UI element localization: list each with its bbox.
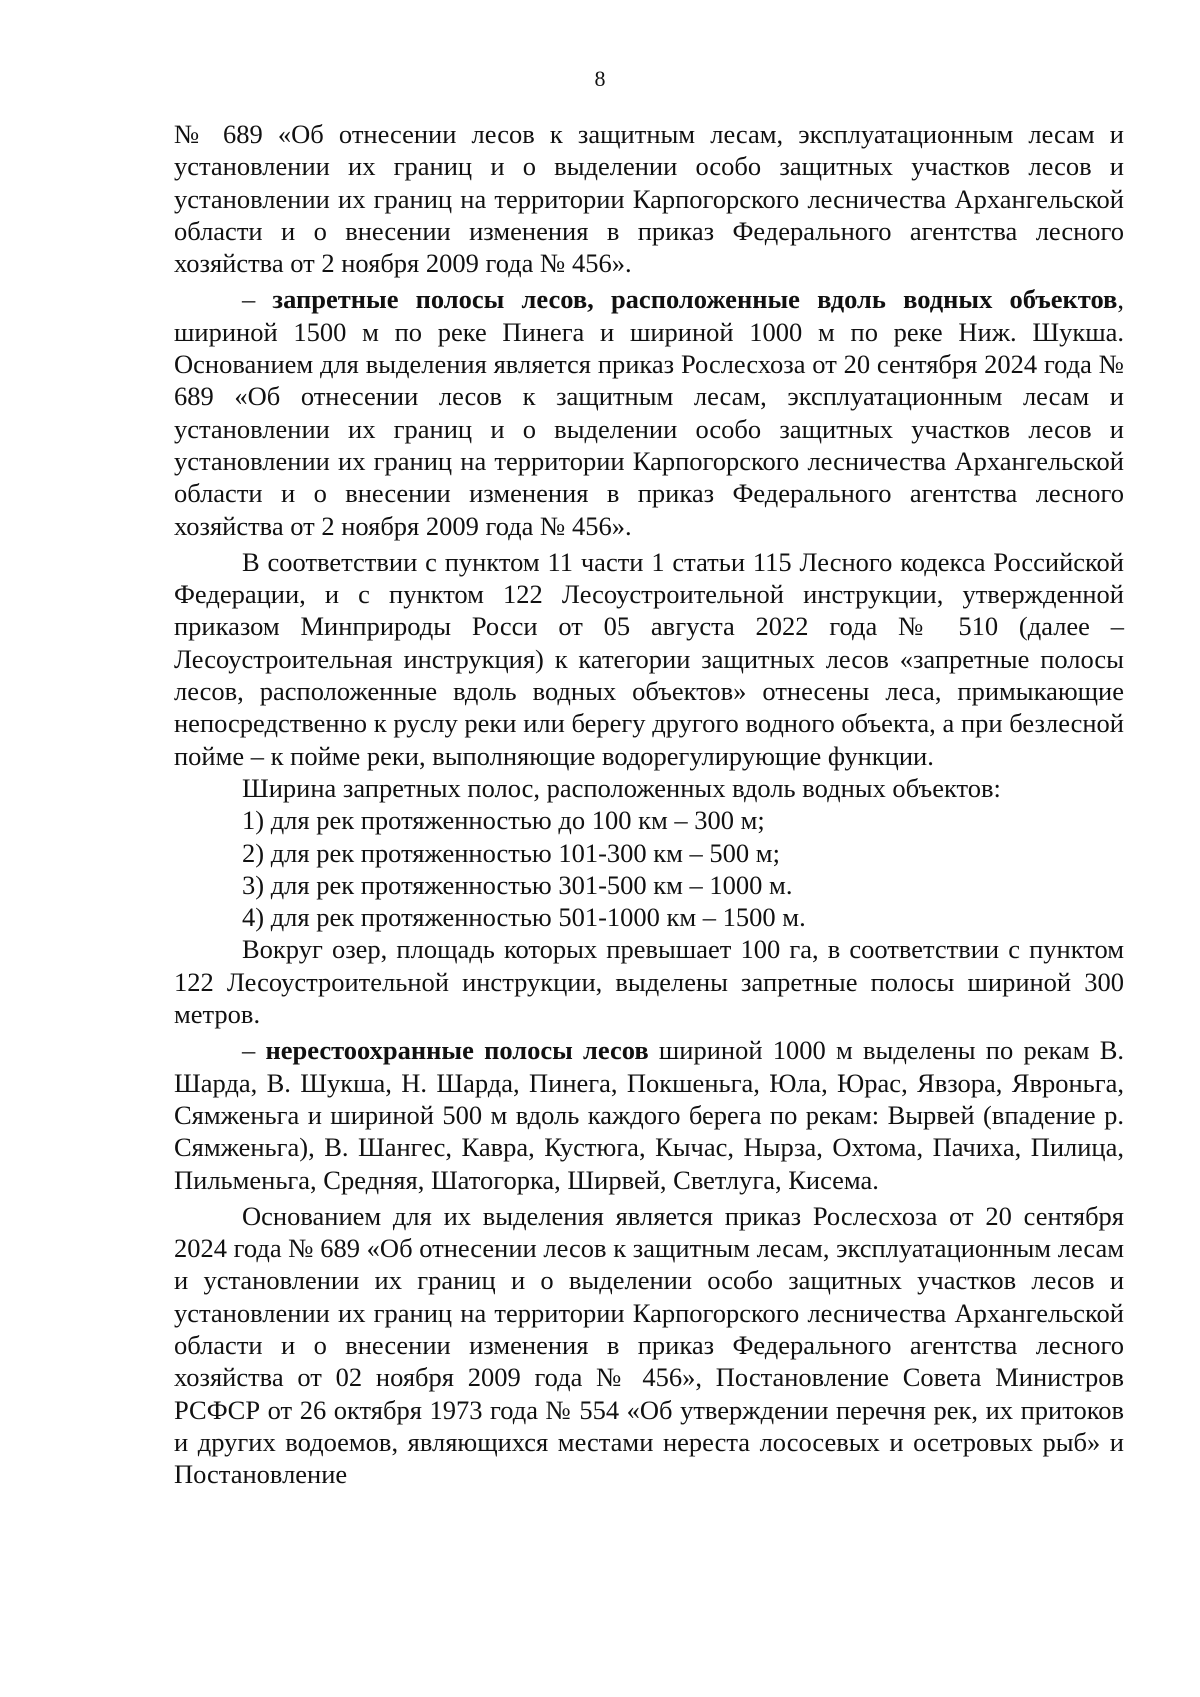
list-item: 3) для рек протяженностью 301-500 км – 1000 м. [242, 869, 793, 900]
dash: – [242, 284, 273, 315]
dash: – [242, 1035, 266, 1066]
page-number: 8 [594, 66, 606, 91]
list-item: 2) для рек протяженностью 101-300 км – 500 м; [242, 837, 780, 868]
heading-spawning-strips: нерестоохранные полосы лесов [265, 1035, 649, 1066]
list-item: 1) для рек протяженностью до 100 км – 300 м; [242, 805, 765, 836]
paragraph-spawning-strips [174, 1034, 1124, 1195]
paragraph-legal-basis: В соответствии с пунктом 11 части 1 статьи 115 Лесного кодекса Российской Федерации, и с пунктом 122 Лесоустроительной инструкции, утвержденной приказом Минприроды Росси от 05 августа 2022 года № 510 (далее – Лесоустроительная инструкция) к категории защитных лесов «запретные полосы лесов, расположенные вдоль водных объектов» отнесены леса, примыкающие непосредственно к руслу реки или берегу другого водного объекта, а при безлесной пойме – к пойме реки, выполняющие водорегулирующие функции. [174, 546, 1124, 771]
list-item: 4) для рек протяженностью 501-1000 км – 1500 м. [242, 902, 806, 933]
heading-prohibited-strips: запретные полосы лесов, расположенные вдоль водных объектов [272, 284, 1118, 315]
document-body [174, 118, 1124, 1490]
paragraph-spawning-basis: Основанием для их выделения является приказ Рослесхоза от 20 сентября 2024 года № 689 «Об отнесении лесов к защитным лесам, эксплуатационным лесам и установлении их границ и о выделении особо защитных участков лесов и установлении их границ на территории Карпогорского лесничества Архангельской области и о внесении изменения в приказ Федерального агентства лесного хозяйства от 02 ноября 2009 года № 456», Постановление Совета Министров РСФСР от 26 октября 1973 года № 554 «Об утверждении перечня рек, их притоков и других водоемов, являющихся местами нереста лососевых и осетровых рыб» и Постановление [174, 1200, 1124, 1490]
spawning-strips-text: шириной 1000 м выделены по рекам В. Шарда, В. Шукша, Н. Шарда, Пинега, Покшеньга, Юла, Юрас, Явзора, Явроньга, Сямженьга и шириной 500 м вдоль каждого берега по рекам: Вырвей (впадение р. Сямженьга), В. Шангес, Кавра, Кустюга, Кычас, Нырза, Охтома, Пачиха, Пилица, Пильменьга, Средняя, Шатогорка, Ширвей, Светлуга, Кисема. [174, 1035, 1124, 1195]
paragraph-lakes: Вокруг озер, площадь которых превышает 100 га, в соответствии с пунктом 122 Лесоустроительной инструкции, выделены запретные полосы шириной 300 метров. [174, 934, 1124, 1030]
paragraph-strip-width-intro: Ширина запретных полос, расположенных вдоль водных объектов: [242, 772, 1001, 803]
paragraph-order-reference: № 689 «Об отнесении лесов к защитным лесам, эксплуатационным лесам и установлении их границ и о выделении особо защитных участков лесов и установлении их границ на территории Карпогорского лесничества Архангельской области и о внесении изменения в приказ Федерального агентства лесного хозяйства от 2 ноября 2009 года № 456». [174, 119, 1124, 279]
prohibited-strips-text: , шириной 1500 м по реке Пинега и шириной 1000 м по реке Ниж. Шукша. Основанием для выделения является приказ Рослесхоза от 20 сентября 2024 года № 689 «Об отнесении лесов к защитным лесам, эксплуатационным лесам и установлении их границ и о выделении особо защитных участков лесов и установлении их границ на территории Карпогорского лесничества Архангельской области и о внесении изменения в приказ Федерального агентства лесного хозяйства от 2 ноября 2009 года № 456». [174, 284, 1124, 541]
paragraph-prohibited-strips [174, 283, 1124, 541]
